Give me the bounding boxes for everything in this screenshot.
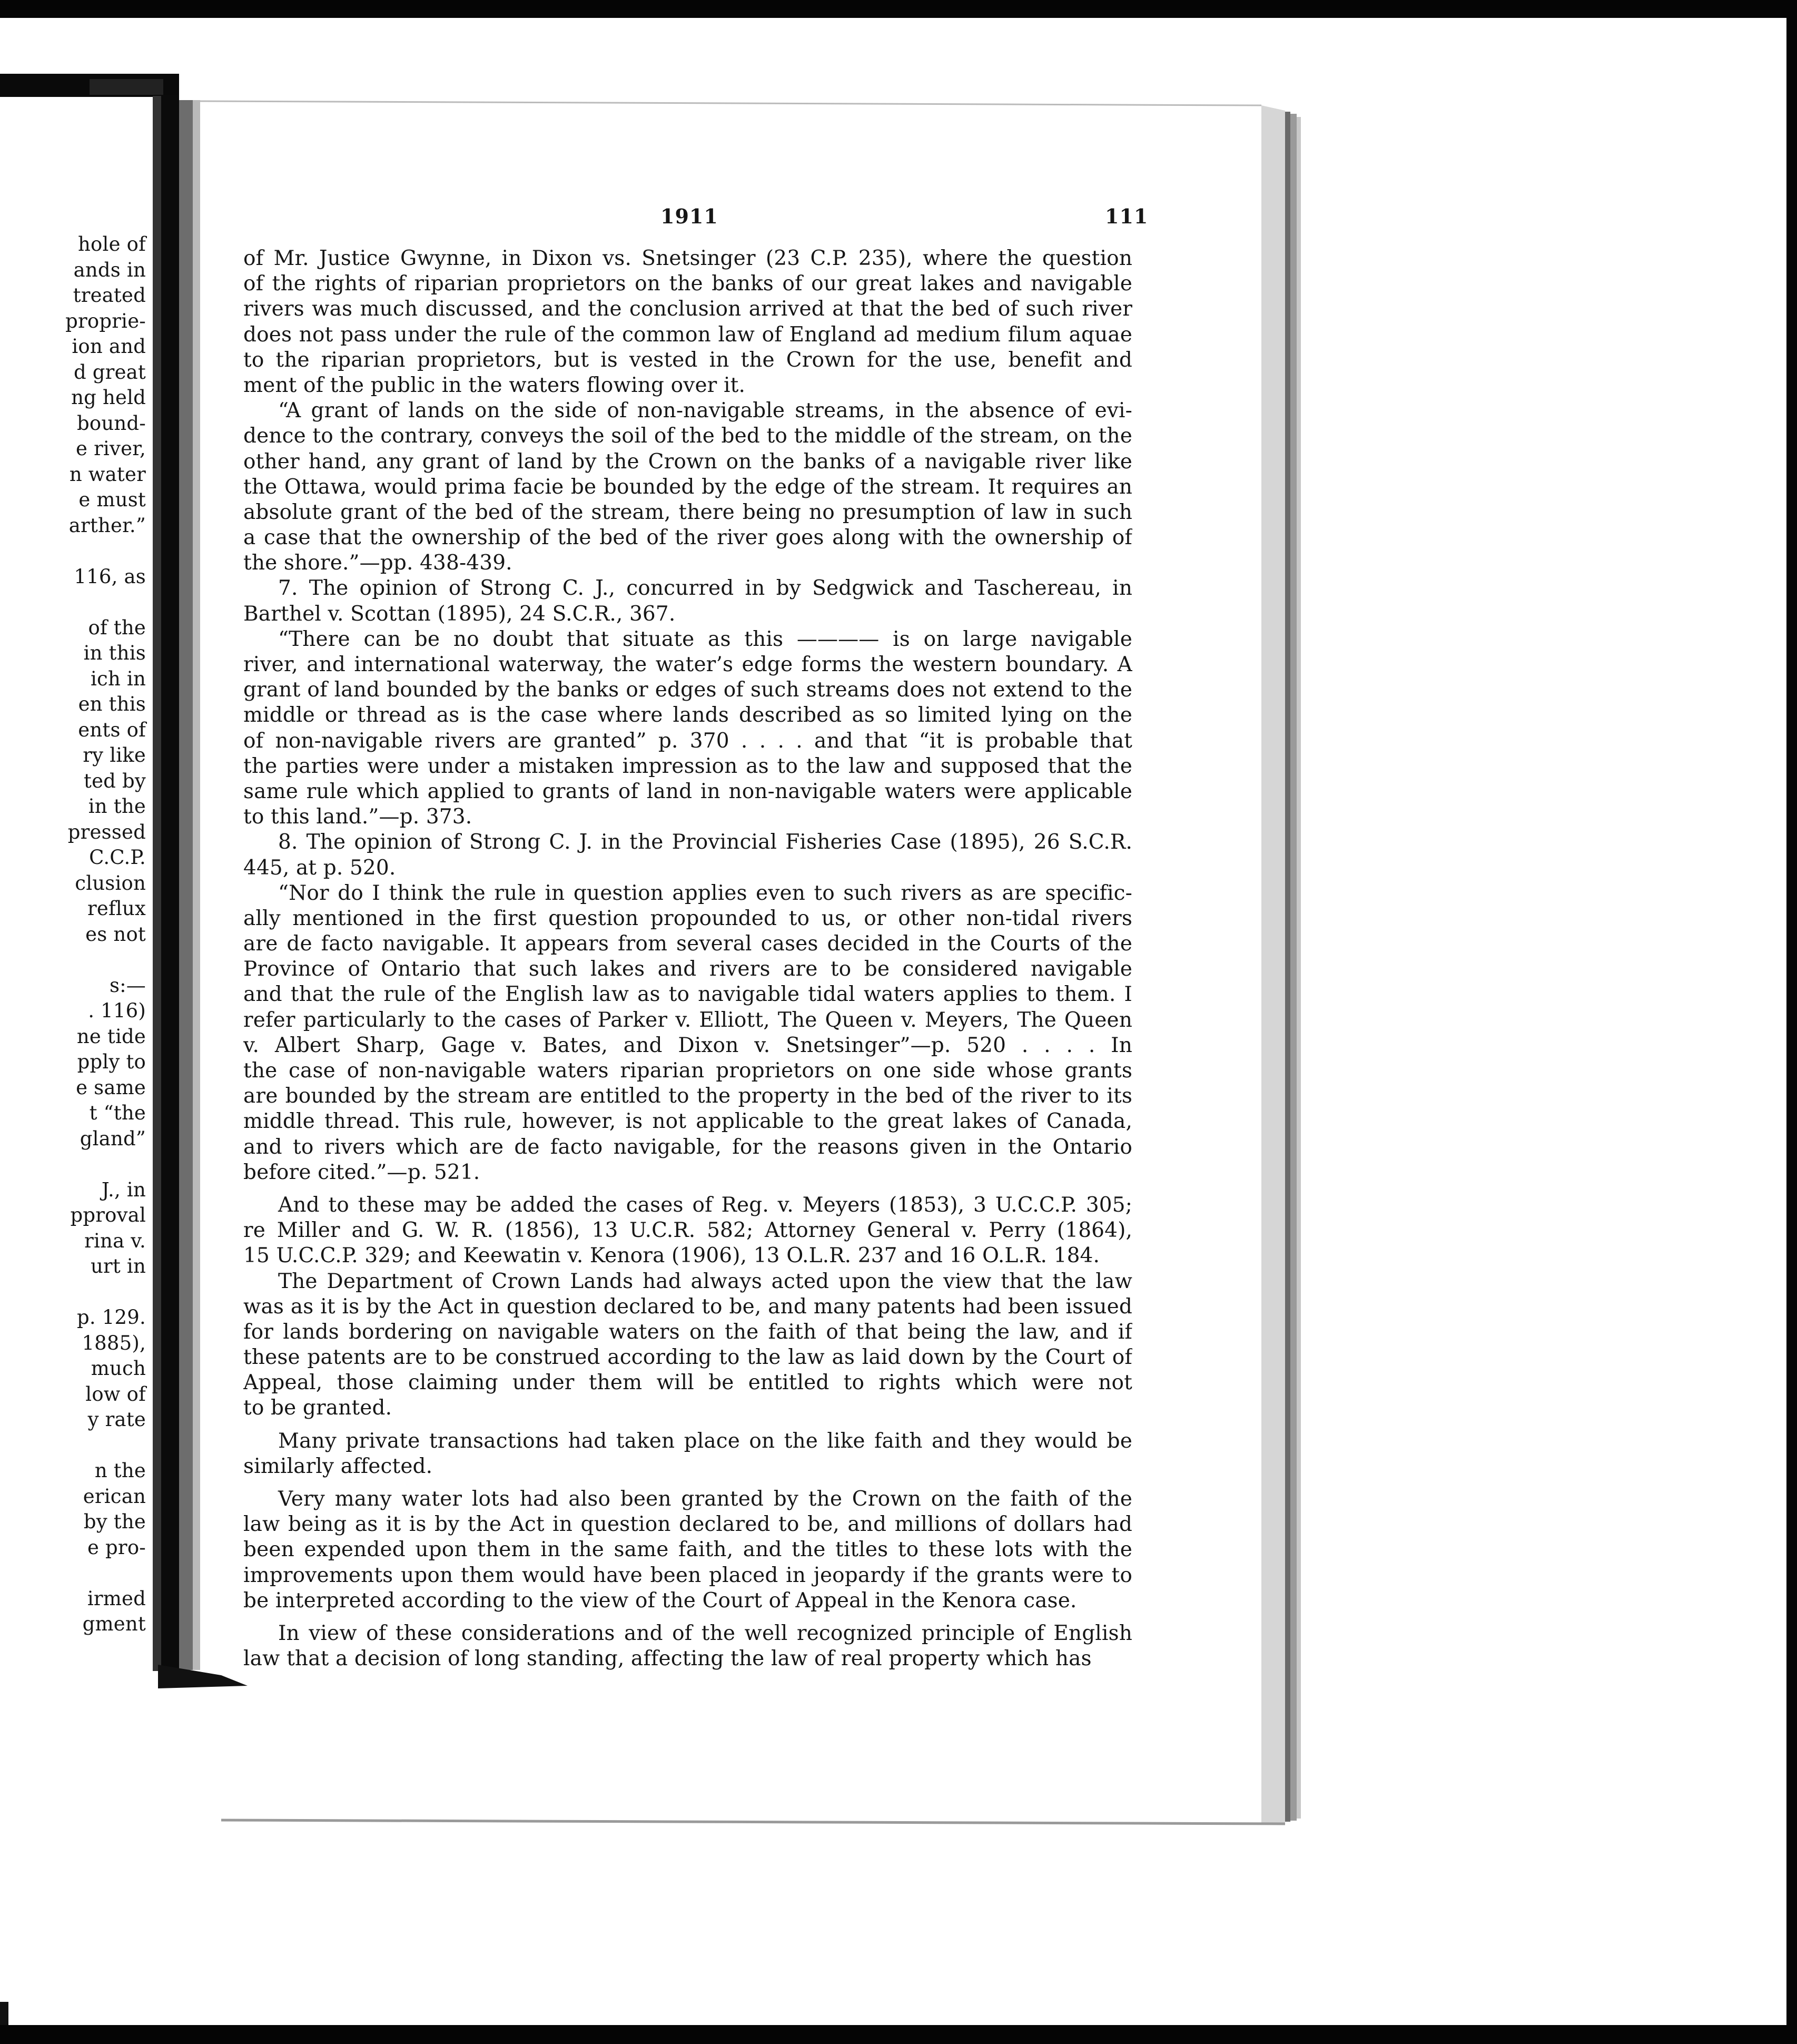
facing-page-line: hole of	[78, 233, 146, 256]
text-line: middle thread. This rule, however, is not applicable to the great lakes of Canada,	[243, 1109, 1132, 1134]
text-line: the parties were under a mistaken impression as to the law and supposed that the	[243, 754, 1132, 778]
text-line: “There can be no doubt that situate as this ———— is on large navigable	[278, 627, 1132, 651]
text-line: are bounded by the stream are entitled to the property in the bed of the river to its	[243, 1084, 1132, 1108]
text-line: Barthel v. Scottan (1895), 24 S.C.R., 367.	[243, 602, 676, 626]
text-line: and to rivers which are de facto navigable, for the reasons given in the Ontario	[243, 1135, 1132, 1159]
paragraph-gap	[243, 1185, 1132, 1193]
facing-page-line: much	[91, 1357, 146, 1380]
text-line: to be granted.	[243, 1396, 392, 1420]
text-line: ally mentioned in the first question propounded to us, or other non-tidal rivers	[243, 906, 1132, 930]
text-line: dence to the contrary, conveys the soil of the bed to the middle of the stream, on the	[243, 424, 1132, 448]
text-line: Very many water lots had also been granted by the Crown on the faith of the	[278, 1487, 1132, 1511]
facing-page-line: ted by	[84, 769, 146, 792]
facing-page-line: ich in	[90, 667, 146, 690]
text-line: and that the rule of the English law as to navigable tidal waters applies to them. I	[243, 982, 1132, 1007]
facing-page-line: in this	[83, 642, 146, 664]
facing-page-line: clusion	[75, 871, 146, 895]
text-line: “Nor do I think the rule in question applies even to such rivers as are specific-	[278, 881, 1132, 905]
text-line: the Ottawa, would prima facie be bounded by the edge of the stream. It requires an	[243, 475, 1132, 499]
text-line: a case that the ownership of the bed of the river goes along with the ownership of	[243, 526, 1132, 550]
facing-page-line: by the	[83, 1510, 146, 1533]
facing-page-line: ry like	[83, 744, 146, 766]
text-line: to the riparian proprietors, but is vested in the Crown for the use, benefit and	[243, 348, 1132, 372]
text-line: v. Albert Sharp, Gage v. Bates, and Dixon v. Snetsinger”—p. 520 . . . . In	[243, 1033, 1132, 1057]
text-line: other hand, any grant of land by the Crown on the banks of a navigable river like	[243, 449, 1132, 474]
text-line: re Miller and G. W. R. (1856), 13 U.C.R. 582; Attorney General v. Perry (1864),	[243, 1218, 1132, 1243]
text-line: to this land.”—p. 373.	[243, 805, 472, 829]
paragraph-gap	[243, 1479, 1132, 1487]
facing-page-line: e must	[78, 488, 146, 511]
paragraph-gap	[243, 1614, 1132, 1621]
facing-page-line: ne tide	[76, 1025, 146, 1048]
facing-page-line: pressed	[67, 820, 146, 843]
page-body-text	[243, 246, 1132, 1672]
facing-page-line: pproval	[70, 1204, 146, 1226]
facing-page-line: y rate	[87, 1408, 146, 1431]
facing-page-line: . 116)	[88, 999, 146, 1022]
text-line: the shore.”—pp. 438-439.	[243, 551, 512, 575]
facing-page-line: e river,	[76, 437, 146, 460]
text-line: river, and international waterway, the water’s edge forms the western boundary. A	[243, 653, 1132, 676]
text-line: improvements upon them would have been placed in jeopardy if the grants were to	[243, 1563, 1132, 1587]
facing-page-line: ng held	[71, 386, 146, 409]
facing-page-line: gland”	[80, 1127, 146, 1150]
facing-page-line: proprie-	[65, 309, 146, 332]
text-line: middle or thread as is the case where lands described as so limited lying on the	[243, 703, 1132, 728]
running-head: 1911	[660, 204, 718, 228]
facing-page-line: 1885),	[82, 1331, 146, 1354]
facing-page-line: pply to	[77, 1050, 146, 1073]
facing-page-line: of the	[88, 616, 146, 639]
facing-page-line: J., in	[101, 1178, 146, 1201]
text-line: similarly affected.	[243, 1454, 433, 1478]
text-line: of the rights of riparian proprietors on the banks of our great lakes and navigable	[243, 272, 1132, 296]
facing-page-line: erican	[83, 1485, 146, 1508]
facing-page-line: ents of	[78, 718, 146, 741]
text-line: Province of Ontario that such lakes and rivers are to be considered navigable	[243, 957, 1132, 981]
facing-page-line: es not	[85, 922, 146, 946]
facing-page-line: p. 129.	[77, 1306, 146, 1329]
text-line: be interpreted according to the view of the Court of Appeal in the Kenora case.	[243, 1588, 1077, 1613]
facing-page-line: n water	[69, 463, 146, 486]
text-line: ment of the public in the waters flowing over it.	[243, 373, 746, 397]
paragraph-gap	[243, 1421, 1132, 1429]
facing-page-line: d great	[73, 360, 146, 384]
facing-page-line: gment	[82, 1613, 146, 1635]
facing-page-line: rina v.	[84, 1229, 146, 1252]
text-line: the case of non-navigable waters riparian proprietors on one side whose grants	[243, 1059, 1132, 1083]
facing-page-line: treated	[73, 284, 146, 307]
text-line: “A grant of lands on the side of non-navigable streams, in the absence of evi-	[278, 399, 1132, 423]
text-line: these patents are to be construed according to the law as laid down by the Court of	[243, 1345, 1132, 1370]
text-line: rivers was much discussed, and the conclusion arrived at that the bed of such river	[243, 297, 1132, 321]
facing-page-line: e pro-	[87, 1536, 146, 1559]
facing-page-line: ion and	[72, 335, 146, 358]
facing-page-line: n the	[94, 1459, 146, 1482]
text-line: same rule which applied to grants of land in non-navigable waters were applicable	[243, 779, 1132, 803]
page-number: 111	[1105, 204, 1149, 228]
text-line: does not pass under the rule of the common law of England ad medium filum aquae	[243, 322, 1132, 347]
facing-page-line: en this	[78, 693, 146, 715]
text-line: law being as it is by the Act in question declared to be, and millions of dollars had	[243, 1512, 1132, 1537]
facing-page-line: irmed	[87, 1587, 146, 1610]
facing-page-line: C.C.P.	[89, 846, 146, 869]
text-line: for lands bordering on navigable waters on the faith of that being the law, and if	[243, 1320, 1132, 1344]
text-line: of Mr. Justice Gwynne, in Dixon vs. Snetsinger (23 C.P. 235), where the question	[243, 247, 1132, 270]
text-line: before cited.”—p. 521.	[243, 1160, 480, 1184]
facing-page-line: arther.”	[68, 514, 146, 537]
text-line: been expended upon them in the same faith, and the titles to these lots with the	[243, 1538, 1132, 1562]
facing-page-line: ands in	[73, 258, 146, 281]
text-line: are de facto navigable. It appears from several cases decided in the Courts of the	[243, 932, 1132, 956]
facing-page-text	[0, 232, 150, 1665]
facing-page-line: low of	[85, 1382, 146, 1406]
facing-page-line: e same	[76, 1076, 146, 1099]
facing-page-line: t “the	[89, 1102, 146, 1124]
text-line: grant of land bounded by the banks or edges of such streams does not extend to the	[243, 678, 1132, 702]
facing-page-line: urt in	[90, 1255, 146, 1278]
text-line: 7. The opinion of Strong C. J., concurred in by Sedgwick and Taschereau, in	[278, 576, 1132, 601]
text-line: of non-navigable rivers are granted” p. 370 . . . . and that “it is probable that	[243, 729, 1132, 753]
text-line: In view of these considerations and of the well recognized principle of English	[278, 1621, 1132, 1645]
text-line: law that a decision of long standing, affecting the law of real property which has	[243, 1647, 1092, 1671]
text-line: refer particularly to the cases of Parker v. Elliott, The Queen v. Meyers, The Queen	[243, 1008, 1132, 1032]
text-line: 8. The opinion of Strong C. J. in the Provincial Fisheries Case (1895), 26 S.C.R.	[278, 830, 1132, 854]
text-line: 15 U.C.C.P. 329; and Keewatin v. Kenora (1906), 13 O.L.R. 237 and 16 O.L.R. 184.	[243, 1244, 1100, 1268]
text-line: absolute grant of the bed of the stream, there being no presumption of law in such	[243, 500, 1132, 524]
text-line: Appeal, those claiming under them will be entitled to rights which were not	[243, 1371, 1132, 1395]
text-line: Many private transactions had taken place on the like faith and they would be	[278, 1429, 1132, 1453]
text-line: was as it is by the Act in question declared to be, and many patents had been issued	[243, 1294, 1132, 1319]
text-line: 445, at p. 520.	[243, 856, 396, 880]
text-line: The Department of Crown Lands had always acted upon the view that the law	[278, 1269, 1132, 1293]
facing-page-line: in the	[88, 795, 146, 818]
facing-page-line: 116, as	[74, 565, 146, 588]
text-line: And to these may be added the cases of Reg. v. Meyers (1853), 3 U.C.C.P. 305;	[278, 1193, 1132, 1217]
facing-page-line: reflux	[87, 897, 146, 920]
facing-page-line: s:—	[109, 974, 146, 997]
facing-page-line: bound-	[76, 411, 146, 435]
